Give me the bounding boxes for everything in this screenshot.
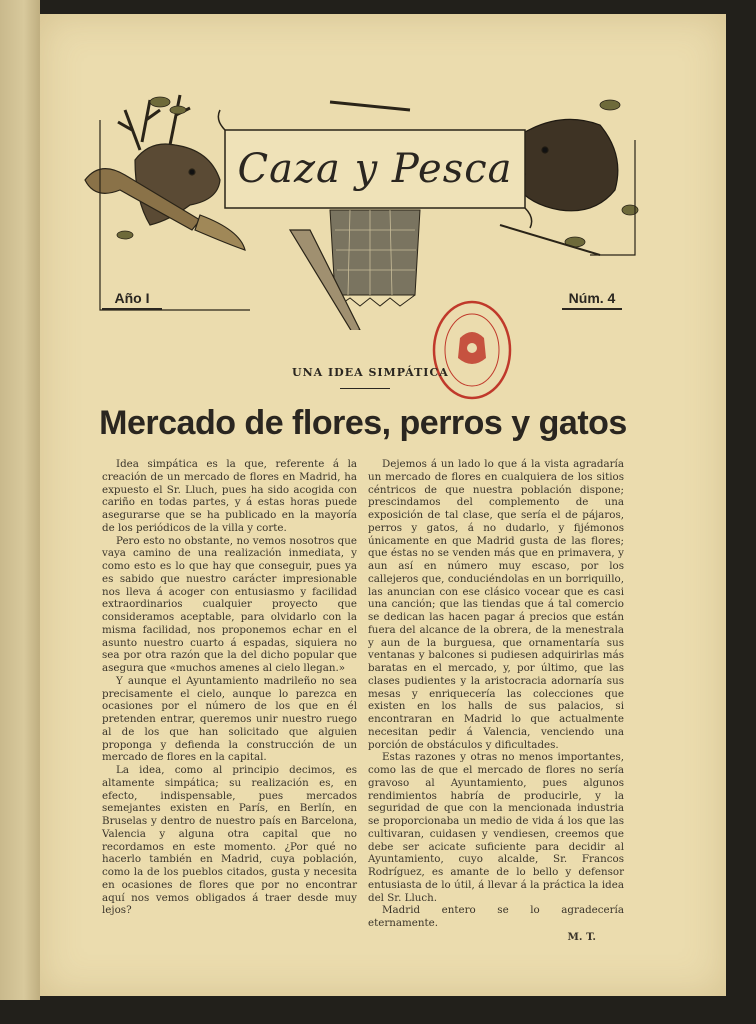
author-signature: M. T. [567,930,596,943]
article-column-left [102,458,357,917]
paragraph: La idea, como al principio decimos, es altamente simpática; su realización es, en efecto, indispensable, pues mercados semejantes existen en París, en Berlín, en Bruselas y dentro de nuestro país en Barcelona, Valencia y alguna otra capital que no recordamos en este momento. ¿Por qué no hacerlo también en Madrid, cuya población, como la de los pueblos citados, gusta y necesita en ocasiones de flores que por no encontrar aquí nos vemos obligados á traer desde muy lejos? [102,764,357,917]
article-column-right [368,458,624,944]
issue-number: Núm. 4 [562,290,622,310]
section-heading: UNA IDEA SIMPÁTICA [292,366,449,379]
article-headline: Mercado de flores, perros y gatos [99,404,627,442]
paragraph: Y aunque el Ayuntamiento madrileño no sea precisamente el cielo, aunque lo parezca en ocasiones por el número de los que en él pretenden entrar, queremos unir nuestro ruego al de los que han solicitado que alguien proponga y defienda la construcción de un mercado de flores en la capital. [102,674,357,764]
previous-page-edge [0,0,40,1000]
title-banner [225,130,525,208]
library-stamp [430,298,514,402]
paragraph: Pero esto no obstante, no vemos nosotros que vaya camino de una realización inmediata, y como esto es lo que hay que conseguir, pues ya es sabido que nuestro carácter impresionable nos lleva á acoger con entusiasmo y facilidad extraordinarios cualquier proyecto que consideramos aceptable, para olvidarlo con la misma facilidad, nos proponemos echar en el asunto nuestro cuarto á espadas, siquiera no sea por otra razón que la del dicho popular que asegura que «muchos amenes al cielo llegan.» [102,534,357,674]
paragraph: Estas razones y otras no menos importantes, como las de que el mercado de flores no sería gravoso al Ayuntamiento, pues algunos rendimientos habría de producirle, y la seguridad de que con la mencionada industria se proporcionaba un medio de vida á los que las cultivaran, cuidasen y vendiesen, creemos que debe ser acicate suficiente para decidir al Ayuntamiento, cuyo alcalde, Sr. Francos Rodríguez, es amante de lo bello y defensor entusiasta de lo útil, á llevar á la práctica la idea del Sr. Lluch. [368,751,624,904]
section-divider [340,388,390,389]
fishing-net-icon [330,210,420,306]
year-label: Año I [102,290,162,310]
paragraph: Dejemos á un lado lo que á la vista agradaría un mercado de flores en cualquiera de los sitios céntricos de que nuestra población dispone; prescindamos del complemento de una exposición de tal clase, que sería el de pájaros, perros y gatos, á no dudarlo, y fijémonos únicamente en que Madrid gusta de las flores; que éstas no se venden más que en primavera, y aun así en número muy escaso, por los callejeros que, conduciéndolas en un borriquillo, las anuncian con ese clásico vocear que es casi una canción; que las tiendas que á tal comercio se dedican las hacen pagar á precios que están fuera del alcance de la obrera, de la menestrala y aun de la burguesa, que ornamentaría sus ventanas y balcones si pudiesen adquirirlas más baratas en el mercado, y, por último, que las clases pudientes y la aristocracia adornaría sus mesas y enriquecería las colecciones que existen en los halls de sus palacios, si encontraran en Madrid lo que actualmente necesitan pedir á Valencia, venciendo una porción de obstáculos y dificultades. [368,458,624,751]
paragraph: Idea simpática es la que, referente á la creación de un mercado de flores en Madrid, ha expuesto el Sr. Lluch, pues ha sido acogida con cariño en todas partes, y á estas horas puede asegurarse que se ha publicado en la mayoría de los periódicos de la villa y corte. [102,458,357,534]
publication-title: Caza y Pesca [237,146,513,192]
paragraph: Madrid entero se lo agradecería eternamente. [368,904,624,929]
